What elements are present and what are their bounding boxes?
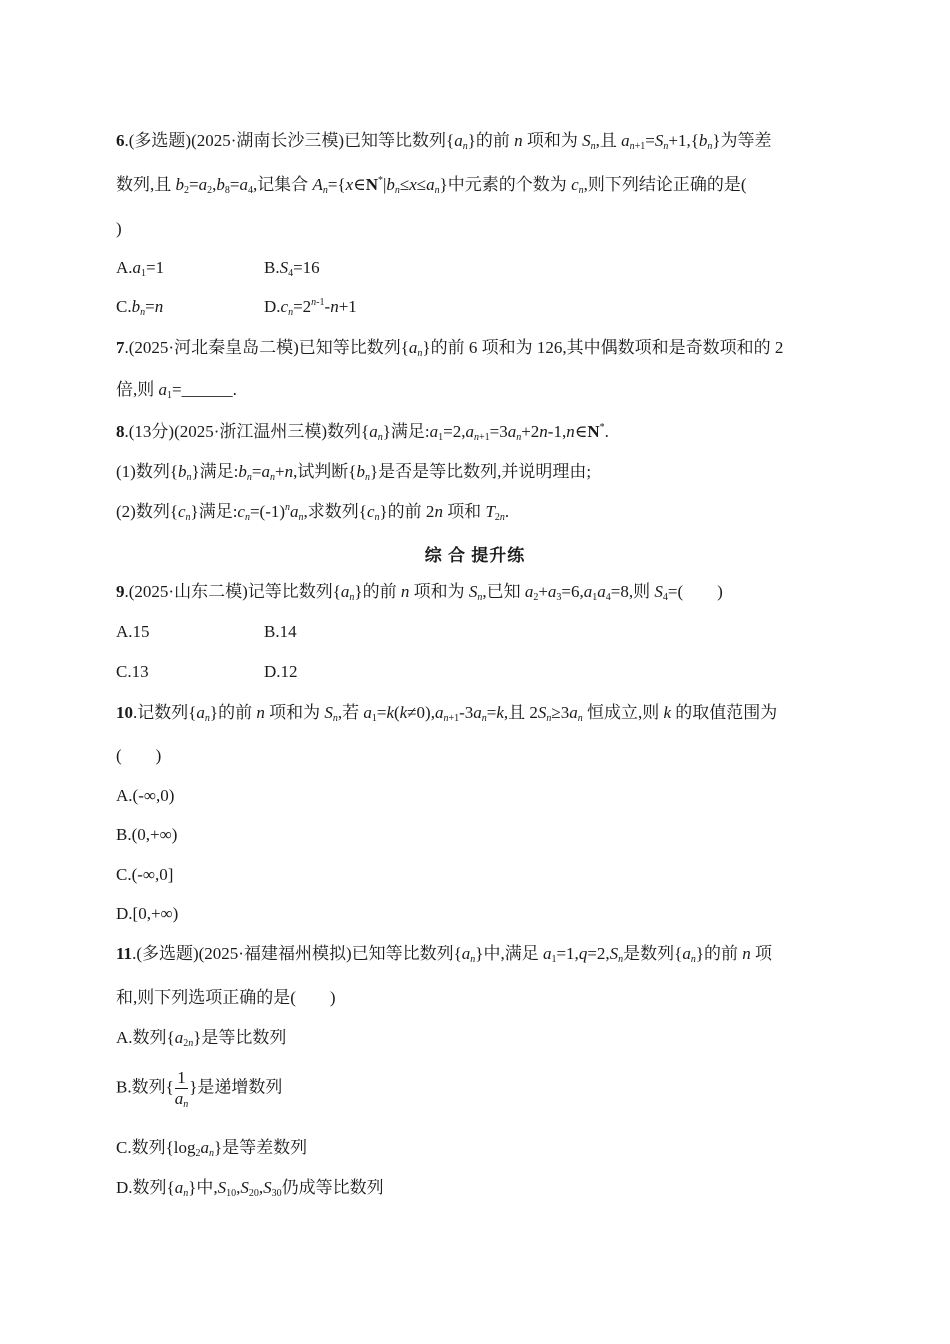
q9-option-b: B.14 — [264, 622, 297, 641]
q10-line-2: ( ) — [116, 746, 162, 765]
fraction-1-over-an: $\frac{1}{a_n}$ — [174, 1068, 189, 1110]
q11-line-1: 11.(多选题)(2025·福建福州模拟)已知等比数列$\{a_n\}$中,满足 $a_1=1,q=2,S_n$是数列$\{a_n\}$的前 n 项 — [116, 944, 772, 965]
q10-number: 10 — [116, 703, 133, 722]
q8-part-1: (1)数列$\{b_n\}$满足$:b_n=a_n+n$,试判断$\{b_n\}$是否是等比数列,并说明理由; — [116, 462, 592, 483]
q6-option-d: $D.c_n=2^{n-1}-n+1$ — [264, 297, 357, 318]
q6-tag: .(多选题)(2025·湖南长沙三模) — [124, 131, 345, 150]
q9-line-1: 9.(2025·山东二模)记等比数列$\{a_n\}$的前 n 项和为 $S_n$,已知 $a_2+a_3=6,a_1a_4=8$,则 $S_4=$( ) — [116, 582, 723, 603]
q9-number: 9 — [116, 582, 125, 601]
q6-option-c: $C.b_n=n$ — [116, 297, 164, 318]
section-heading: 综 合 提升练 — [424, 546, 526, 565]
q10-option-b: B.(0,+∞) — [116, 825, 178, 844]
q9-option-d: D.12 — [264, 662, 298, 681]
q6-line-2: 数列,且 $b_2=a_2,b_8=a_4$,记集合 $A_n=\{x\in N^*|b_n\le x\le a_n\}$中元素的个数为 $c_n$,则下列结论正确的是( — [116, 175, 747, 196]
q11-tag: .(多选题)(2025·福建福州模拟) — [132, 944, 352, 963]
q7-line-2: 倍,则 $a_1=\_\_\_\_\_\_$. — [116, 380, 237, 401]
q9-tag: .(2025·山东二模) — [124, 582, 248, 601]
q9-option-a: A.15 — [116, 622, 150, 641]
q11-option-c: C.数列$\{\log_2a_n\}$是等差数列 — [116, 1138, 308, 1159]
q11-line-2: 和,则下列选项正确的是( ) — [116, 988, 336, 1007]
q6-option-b: $B.S_4=16$ — [264, 258, 320, 279]
q10-option-a: A.(-∞,0) — [116, 786, 175, 805]
q9-option-c: C.13 — [116, 662, 149, 681]
q8-tag: .(13分)(2025·浙江温州三模) — [124, 422, 328, 441]
q7-answer-blank[interactable]: ______ — [181, 380, 233, 399]
q8-line-1: 8.(13分)(2025·浙江温州三模)数列$\{a_n\}$满足$:a_1=2,a_{n+1}=3a_n+2n-1,n\in N^*$. — [116, 422, 609, 443]
q7-line-1: 7.(2025·河北秦皇岛二模)已知等比数列$\{a_n\}$的前 6 项和为 126,其中偶数项和是奇数项和的 2 — [116, 338, 784, 359]
q6-line-1: 6.(多选题)(2025·湖南长沙三模)已知等比数列$\{a_n\}$的前 n 项和为 $S_n$,且 $a_{n+1}=S_n+1,\{b_n\}$为等差 — [116, 131, 772, 152]
q6-number: 6 — [116, 131, 125, 150]
q10-option-c: C.(-∞,0] — [116, 865, 174, 884]
q8-part-2: (2)数列$\{c_n\}$满足$:c_n=(-1)^na_n$,求数列$\{c_n\}$的前 2n 项和 $T_{2n}$. — [116, 502, 510, 523]
q10-line-1: 10.记数列$\{a_n\}$的前 n 项和为 $S_n$,若 $a_1=k(k\ne 0),a_{n+1}-3a_n=k$,且 $2S_n\ge 3a_n$ 恒成立,则 k 的取值范围为 — [116, 703, 778, 724]
q7-number: 7 — [116, 338, 125, 357]
q11-option-d: D.数列$\{a_n\}$中$,S_{10},S_{20},S_{30}$仍成等比数列 — [116, 1178, 384, 1199]
q7-tag: .(2025·河北秦皇岛二模) — [124, 338, 299, 357]
q11-option-b: B.数列{ $\frac{1}{a_n}$ }是递增数列 — [116, 1068, 283, 1110]
q6-option-a: $A.a_1=1$ — [116, 258, 165, 279]
q11-option-a: A.数列$\{a_{2n}\}$是等比数列 — [116, 1028, 287, 1049]
q11-number: 11 — [116, 944, 133, 963]
q10-option-d: D.[0,+∞) — [116, 904, 179, 923]
q8-number: 8 — [116, 422, 125, 441]
q6-line-3: ) — [116, 219, 122, 238]
